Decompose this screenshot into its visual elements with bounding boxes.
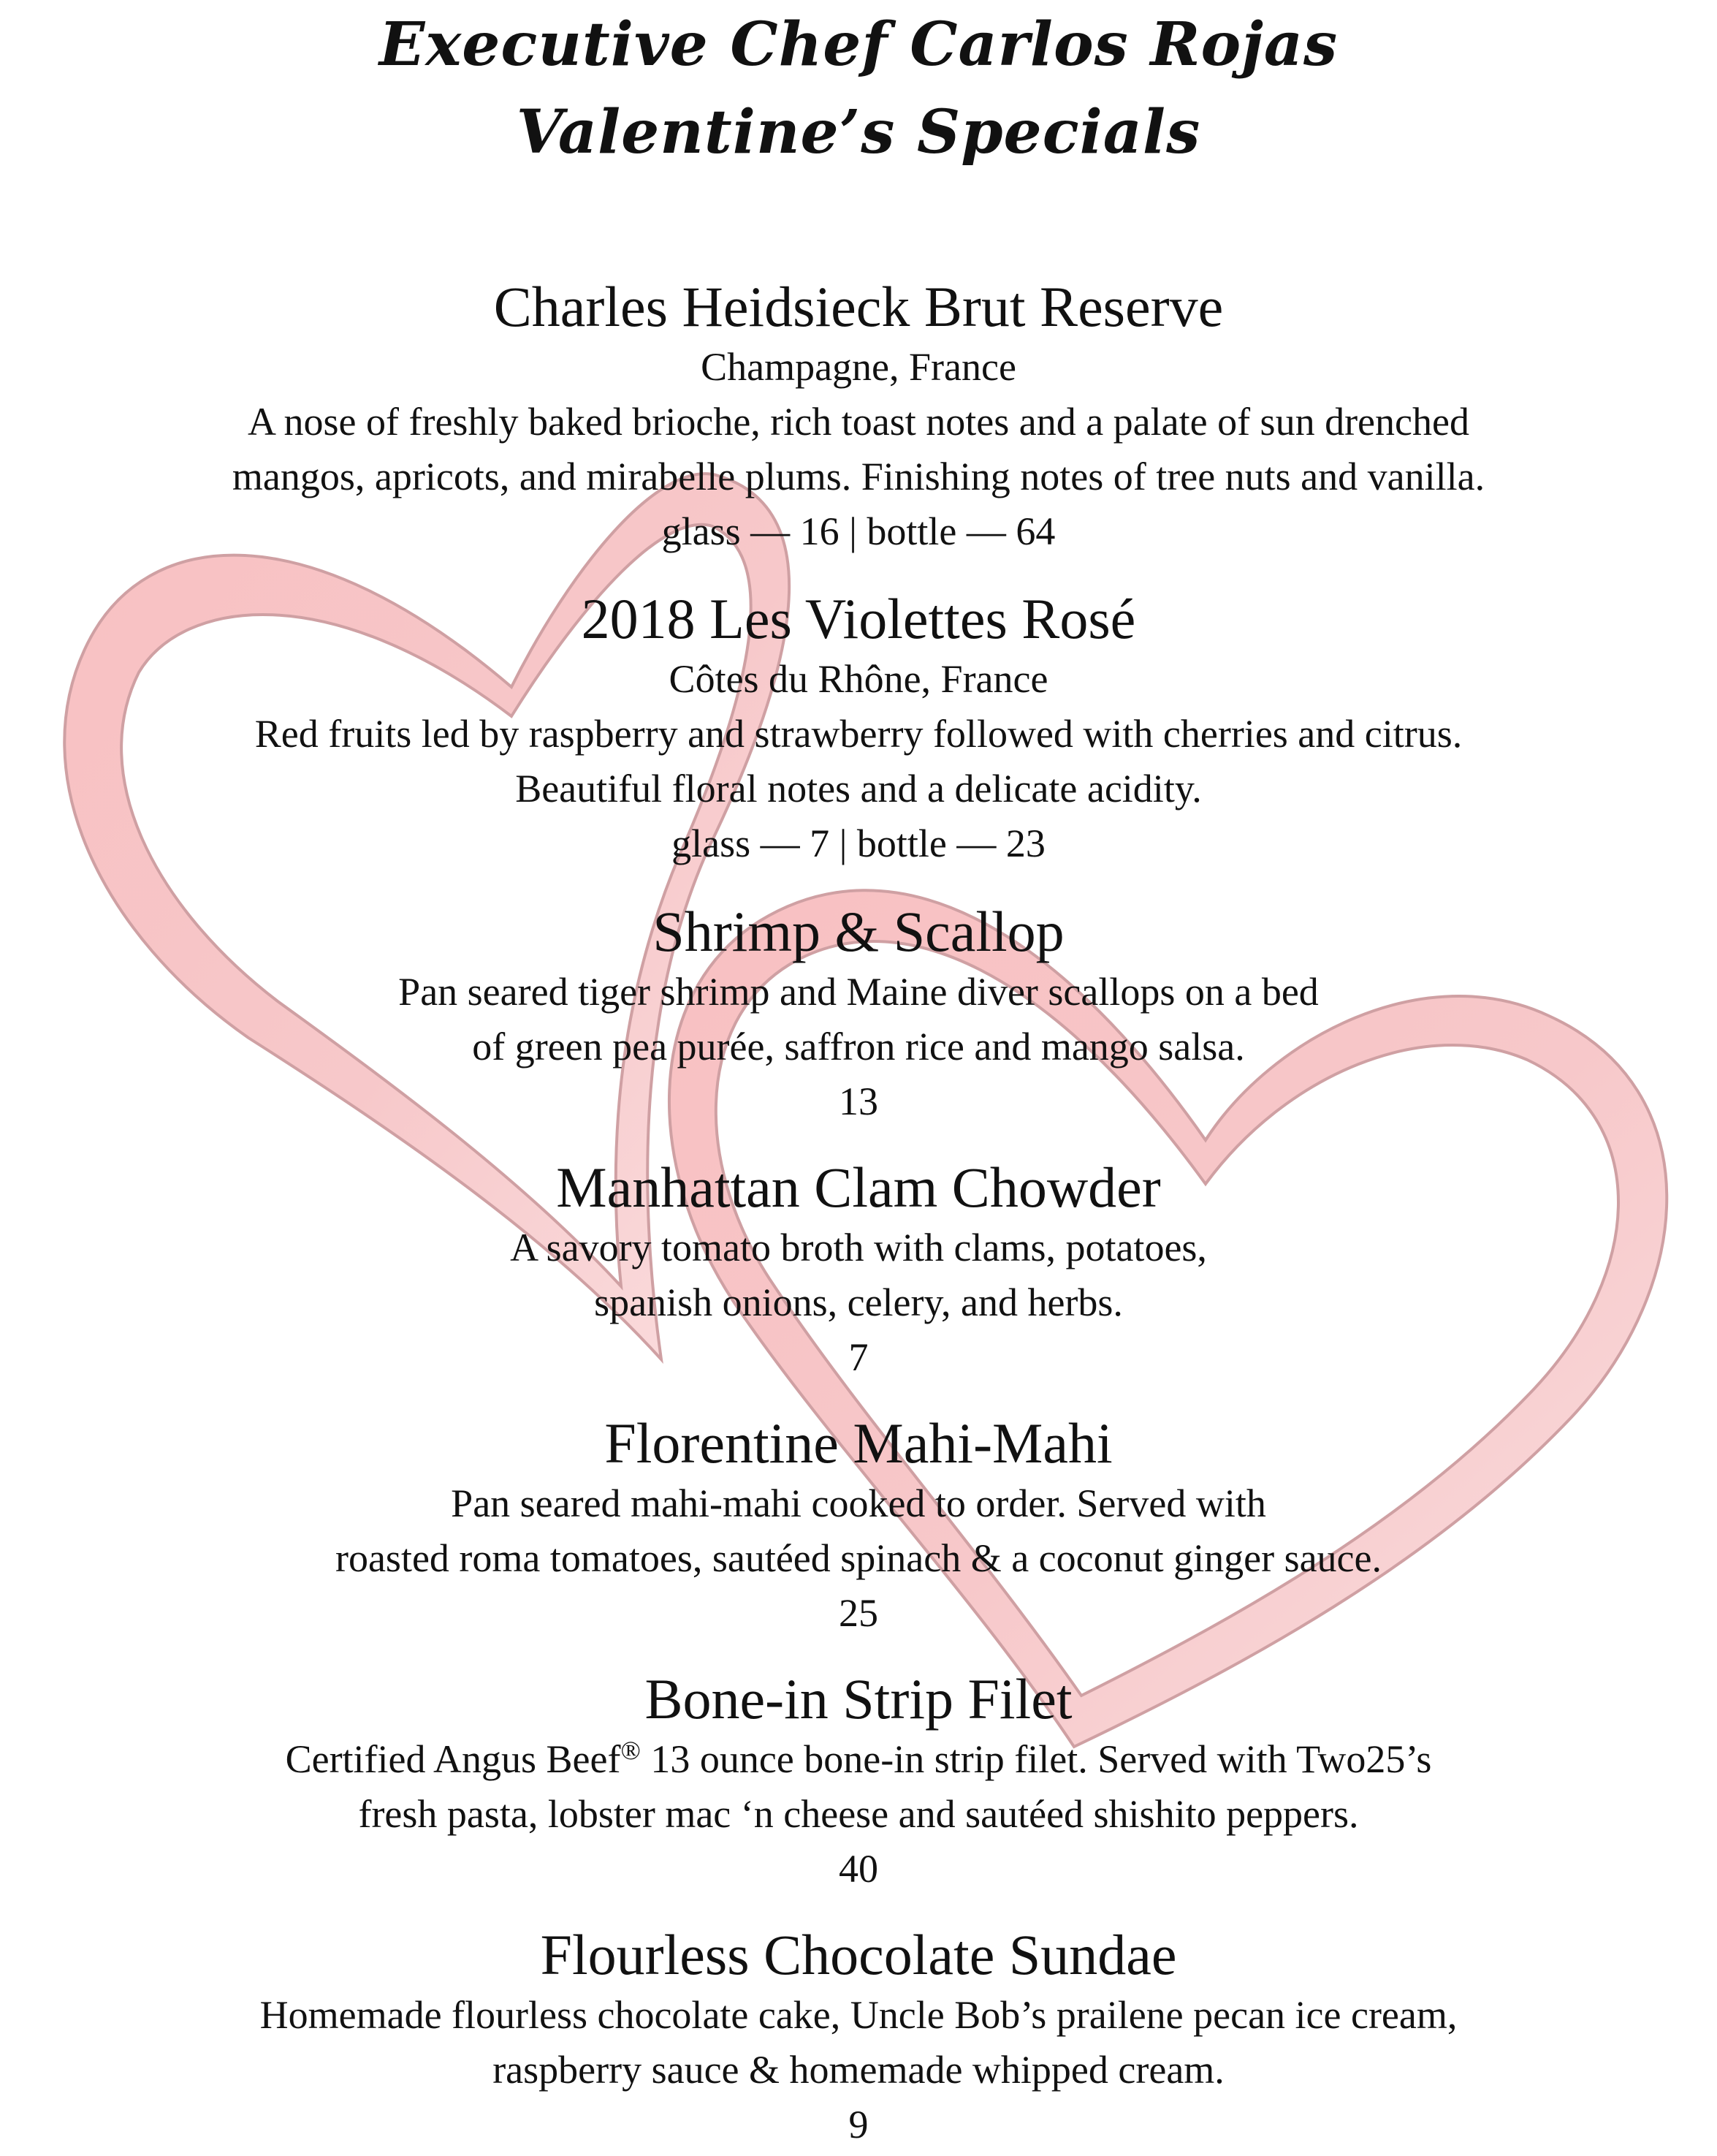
menu-item-chocolate-sundae (0, 1922, 1717, 2152)
item-name: Charles Heidsieck Brut Reserve (493, 275, 1224, 338)
item-description-line-2: of green pea purée, saffron rice and mango salsa. (472, 1025, 1245, 1068)
item-description-line-2: fresh pasta, lobster mac ‘n cheese and sautéed shishito peppers. (358, 1792, 1359, 1836)
item-description-line-1: A savory tomato broth with clams, potatoes, (510, 1226, 1207, 1269)
item-name: Manhattan Clam Chowder (556, 1155, 1161, 1219)
menu-item-mahi-mahi (0, 1411, 1717, 1641)
menu-item-shrimp-scallop (0, 899, 1717, 1129)
menu-item-strip-filet (0, 1666, 1717, 1897)
item-description-line-1: Red fruits led by raspberry and strawberry followed with cherries and citrus. (254, 712, 1463, 756)
item-price: 7 (848, 1335, 869, 1379)
item-description-line-1: Pan seared tiger shrimp and Maine diver scallops on a bed (398, 970, 1319, 1014)
item-description-line-2: Beautiful floral notes and a delicate acidity. (515, 767, 1202, 811)
registered-mark: ® (620, 1736, 641, 1765)
item-description-line-1: Homemade flourless chocolate cake, Uncle Bob’s prailene pecan ice cream, (259, 1993, 1458, 2037)
item-price: 40 (839, 1847, 878, 1891)
item-name: Shrimp & Scallop (652, 900, 1065, 963)
item-name: Flourless Chocolate Sundae (540, 1923, 1177, 1986)
item-description-line-2: raspberry sauce & homemade whipped cream. (492, 2048, 1225, 2092)
item-description-line-1 (0, 1732, 1717, 1787)
menu-title-chef: Executive Chef Carlos Rojas (378, 10, 1339, 80)
item-description-line-2: roasted roma tomatoes, sautéed spinach & a coconut ginger sauce. (335, 1536, 1382, 1580)
item-price: glass — 16 | bottle — 64 (661, 509, 1056, 553)
item-price: 25 (839, 1591, 878, 1635)
item-description-line-1: A nose of freshly baked brioche, rich toast notes and a palate of sun drenched (248, 400, 1469, 444)
item-price: 9 (848, 2103, 869, 2146)
item-region: Champagne, France (701, 345, 1016, 389)
item-name: Bone-in Strip Filet (644, 1667, 1073, 1731)
menu-title-specials: Valentine’s Specials (516, 97, 1201, 167)
item-price: glass — 7 | bottle — 23 (671, 821, 1046, 865)
item-name: 2018 Les Violettes Rosé (581, 587, 1136, 650)
menu-item-clam-chowder (0, 1155, 1717, 1385)
item-description-line-1: Pan seared mahi-mahi cooked to order. Served with (451, 1481, 1266, 1525)
item-name: Florentine Mahi-Mahi (604, 1411, 1113, 1475)
item-description-end: 13 ounce bone-in strip filet. Served with Two25’s (640, 1737, 1432, 1781)
item-region: Côtes du Rhône, France (669, 657, 1048, 701)
item-description-line-2: mangos, apricots, and mirabelle plums. Finishing notes of tree nuts and vanilla. (232, 455, 1485, 498)
item-description-start: Certified Angus Beef (285, 1737, 621, 1781)
item-price: 13 (839, 1079, 878, 1123)
item-description-line-2: spanish onions, celery, and herbs. (594, 1280, 1123, 1324)
menu-item-rose (0, 586, 1717, 871)
menu-item-champagne (0, 274, 1717, 559)
